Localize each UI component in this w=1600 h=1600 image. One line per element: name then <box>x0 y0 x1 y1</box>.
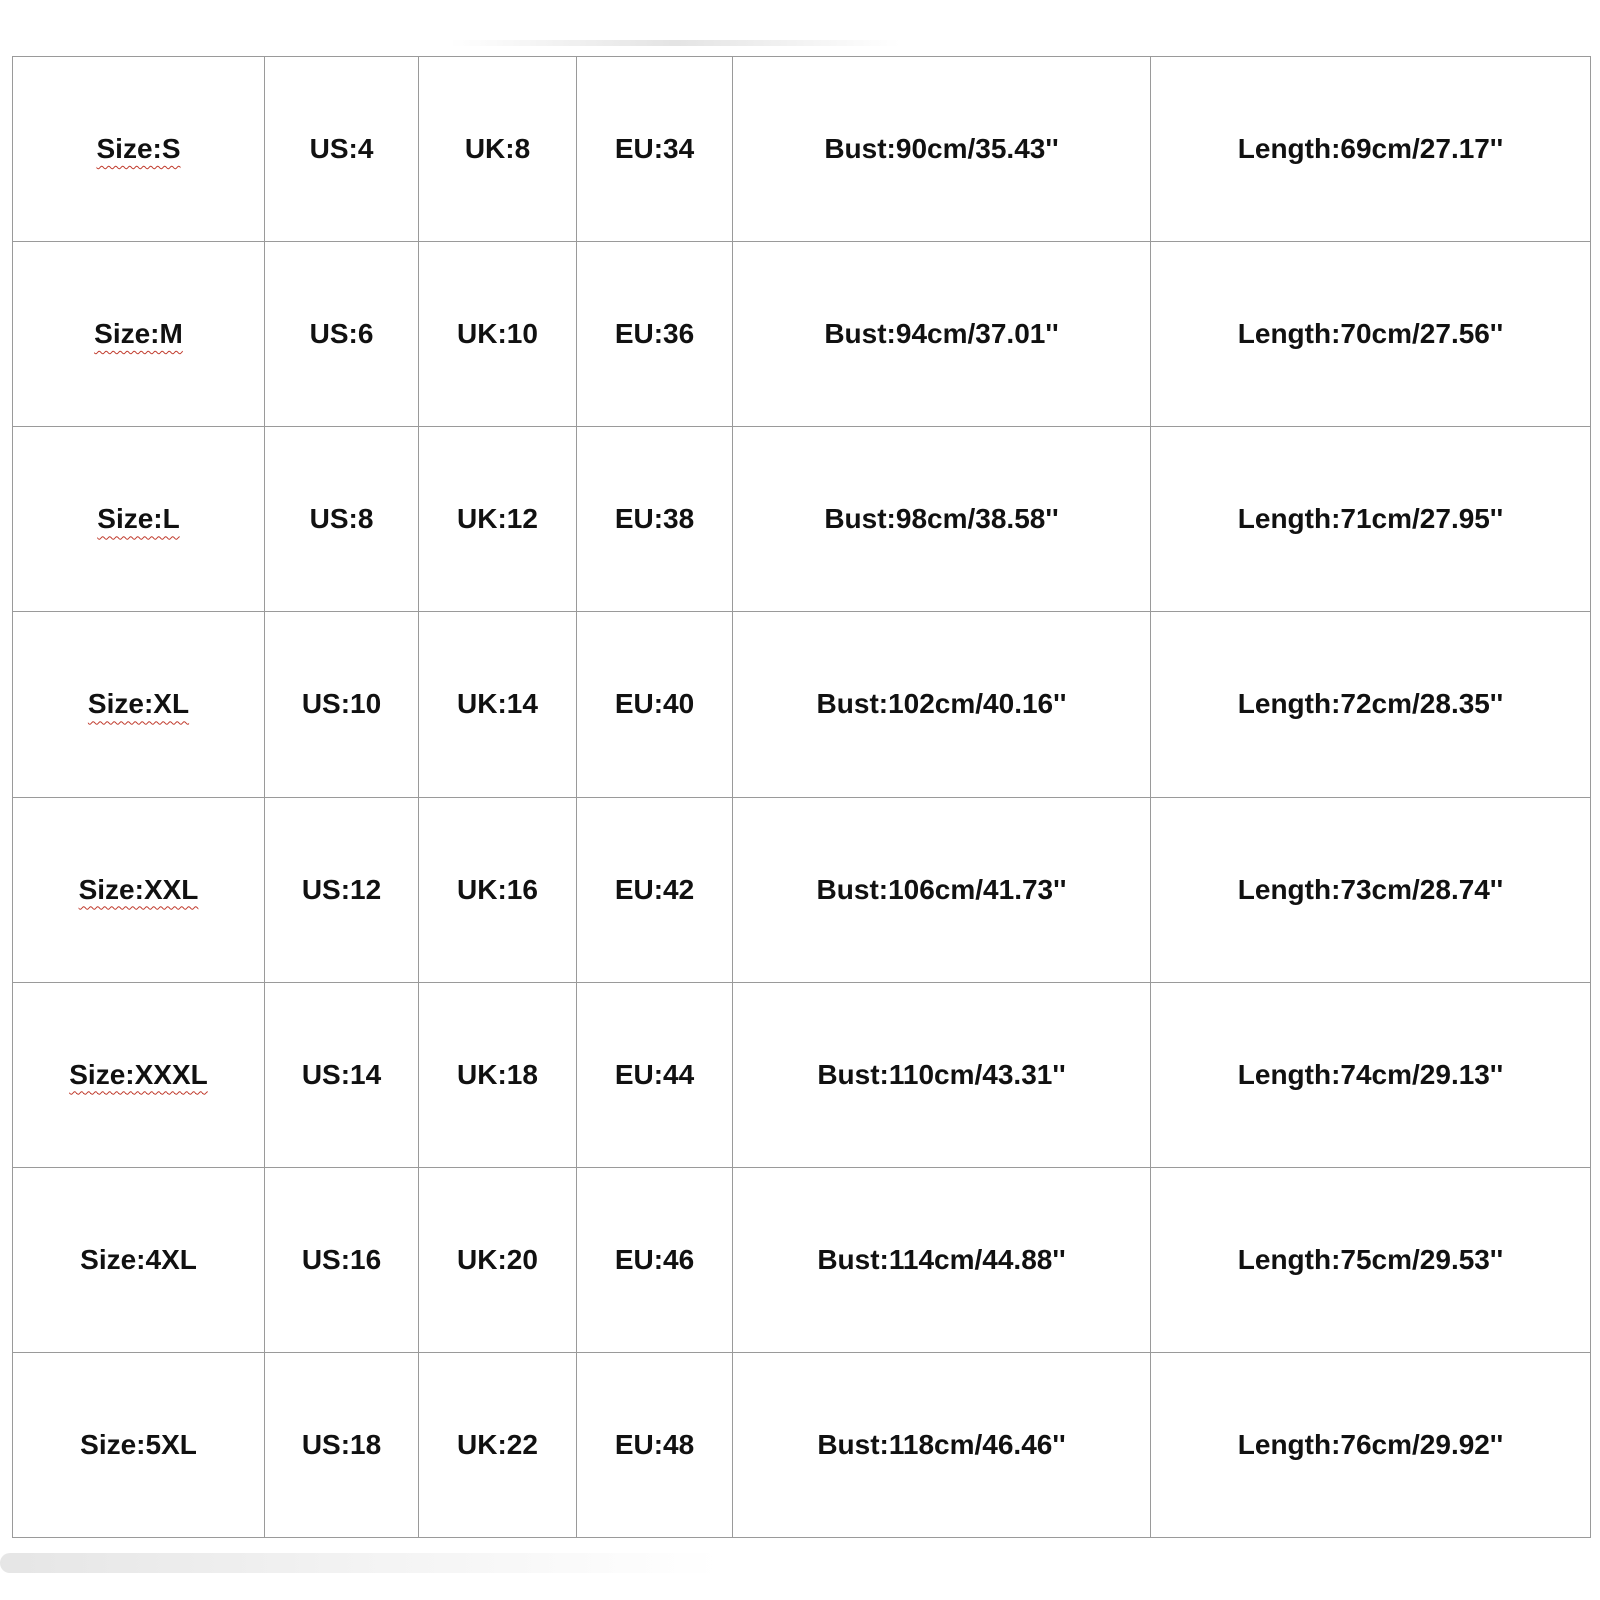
size-cell <box>13 57 265 242</box>
uk-size-cell-text: UK:10 <box>457 318 538 350</box>
table-row <box>13 57 1591 242</box>
uk-size-cell <box>419 427 577 612</box>
bust-cell-text: Bust:110cm/43.31'' <box>817 1058 1066 1090</box>
uk-size-cell-text: UK:8 <box>464 133 531 165</box>
table-row <box>13 797 1591 982</box>
eu-size-cell-text: EU:36 <box>614 318 695 350</box>
us-size-cell-text: US:10 <box>301 688 382 720</box>
size-cell <box>13 797 265 982</box>
us-size-cell <box>265 982 419 1167</box>
size-chart-body <box>13 57 1591 1538</box>
uk-size-cell <box>419 1352 577 1537</box>
eu-size-cell-text: EU:40 <box>614 688 695 720</box>
size-cell <box>13 427 265 612</box>
us-size-cell <box>265 612 419 797</box>
us-size-cell <box>265 797 419 982</box>
eu-size-cell <box>577 982 733 1167</box>
length-cell <box>1151 612 1591 797</box>
bust-cell-text: Bust:98cm/38.58'' <box>824 503 1059 535</box>
us-size-cell <box>265 1167 419 1352</box>
bust-cell <box>733 982 1151 1167</box>
uk-size-cell <box>419 797 577 982</box>
size-cell <box>13 612 265 797</box>
table-row <box>13 612 1591 797</box>
bust-cell <box>733 1167 1151 1352</box>
eu-size-cell <box>577 57 733 242</box>
uk-size-cell <box>419 57 577 242</box>
table-row <box>13 1352 1591 1537</box>
eu-size-cell <box>577 427 733 612</box>
size-cell-text: Size:XXXL <box>69 1058 208 1090</box>
bust-cell-text: Bust:102cm/40.16'' <box>816 688 1067 720</box>
uk-size-cell-text: UK:12 <box>457 503 538 535</box>
us-size-cell-text: US:8 <box>309 503 374 535</box>
size-cell-text: Size:L <box>97 503 180 535</box>
bust-cell <box>733 797 1151 982</box>
size-cell <box>13 1352 265 1537</box>
uk-size-cell-text: UK:16 <box>457 873 538 905</box>
bust-cell-text: Bust:90cm/35.43'' <box>824 133 1059 165</box>
length-cell-text: Length:73cm/28.74'' <box>1237 873 1504 905</box>
eu-size-cell <box>577 612 733 797</box>
uk-size-cell <box>419 612 577 797</box>
bust-cell <box>733 57 1151 242</box>
table-row <box>13 1167 1591 1352</box>
size-cell-text: Size:M <box>94 318 183 350</box>
us-size-cell <box>265 57 419 242</box>
size-cell-text: Size:XXL <box>78 873 199 905</box>
length-cell <box>1151 242 1591 427</box>
size-cell <box>13 1167 265 1352</box>
length-cell-text: Length:71cm/27.95'' <box>1237 503 1504 535</box>
size-cell <box>13 982 265 1167</box>
eu-size-cell-text: EU:44 <box>614 1058 695 1090</box>
us-size-cell-text: US:6 <box>309 318 374 350</box>
top-scan-smudge <box>450 40 900 46</box>
table-row <box>13 242 1591 427</box>
eu-size-cell-text: EU:46 <box>614 1243 695 1275</box>
uk-size-cell-text: UK:20 <box>457 1243 538 1275</box>
eu-size-cell <box>577 1167 733 1352</box>
table-row <box>13 982 1591 1167</box>
uk-size-cell-text: UK:18 <box>457 1058 538 1090</box>
size-cell-text: Size:4XL <box>80 1243 197 1275</box>
uk-size-cell <box>419 982 577 1167</box>
length-cell-text: Length:74cm/29.13'' <box>1237 1058 1504 1090</box>
eu-size-cell-text: EU:38 <box>614 503 695 535</box>
eu-size-cell-text: EU:48 <box>614 1428 695 1460</box>
us-size-cell-text: US:16 <box>301 1243 382 1275</box>
length-cell-text: Length:72cm/28.35'' <box>1237 688 1504 720</box>
bust-cell <box>733 242 1151 427</box>
size-cell-text: Size:S <box>96 133 181 165</box>
uk-size-cell <box>419 242 577 427</box>
eu-size-cell <box>577 1352 733 1537</box>
uk-size-cell-text: UK:22 <box>457 1428 538 1460</box>
bust-cell-text: Bust:106cm/41.73'' <box>816 873 1067 905</box>
eu-size-cell <box>577 797 733 982</box>
bust-cell <box>733 427 1151 612</box>
us-size-cell <box>265 242 419 427</box>
length-cell <box>1151 427 1591 612</box>
us-size-cell <box>265 427 419 612</box>
length-cell <box>1151 1352 1591 1537</box>
us-size-cell-text: US:12 <box>301 873 382 905</box>
length-cell <box>1151 57 1591 242</box>
us-size-cell <box>265 1352 419 1537</box>
length-cell-text: Length:76cm/29.92'' <box>1237 1428 1504 1460</box>
length-cell-text: Length:75cm/29.53'' <box>1237 1243 1504 1275</box>
size-cell-text: Size:XL <box>87 688 190 720</box>
bottom-scan-smudge <box>0 1553 720 1573</box>
length-cell <box>1151 797 1591 982</box>
uk-size-cell <box>419 1167 577 1352</box>
table-row <box>13 427 1591 612</box>
eu-size-cell-text: EU:42 <box>614 873 695 905</box>
size-cell-text: Size:5XL <box>80 1428 197 1460</box>
length-cell-text: Length:69cm/27.17'' <box>1237 133 1504 165</box>
length-cell <box>1151 1167 1591 1352</box>
us-size-cell-text: US:18 <box>301 1428 382 1460</box>
us-size-cell-text: US:14 <box>301 1058 382 1090</box>
eu-size-cell <box>577 242 733 427</box>
length-cell <box>1151 982 1591 1167</box>
bust-cell <box>733 612 1151 797</box>
length-cell-text: Length:70cm/27.56'' <box>1237 318 1504 350</box>
bust-cell-text: Bust:118cm/46.46'' <box>817 1428 1066 1460</box>
uk-size-cell-text: UK:14 <box>457 688 538 720</box>
size-cell <box>13 242 265 427</box>
eu-size-cell-text: EU:34 <box>614 133 695 165</box>
bust-cell-text: Bust:94cm/37.01'' <box>824 318 1059 350</box>
us-size-cell-text: US:4 <box>309 133 374 165</box>
bust-cell-text: Bust:114cm/44.88'' <box>817 1243 1066 1275</box>
size-chart-table <box>12 56 1591 1538</box>
bust-cell <box>733 1352 1151 1537</box>
